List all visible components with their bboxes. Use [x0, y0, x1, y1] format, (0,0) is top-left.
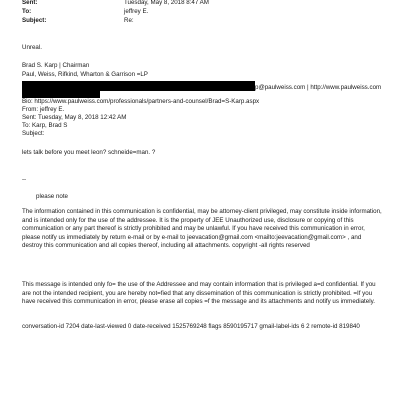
signature-bio: Bio: https://www.paulweiss.com/professionals/partners-and-counsel/Brad=S-Karp.aspx	[22, 98, 260, 105]
disclaimer-jee: The information contained in this communication is confidential, may be attorney-client privileged, may constitute inside information, and is intended only for the use of the addressee. It is the property of JEE Unauthorized use, disclosure or copying of this communication or any part thereof is strictly prohibited and may be unlawful. If you have received this communication in error, please notify us immediately by return e-mail or by e-mail to jeevacation@gmail.com <mailto:jeevacation@gmail.com> , and destroy this communication and all copies thereof, including all attachments. copyright -all rights reserved	[22, 208, 382, 250]
quoted-separator: --	[22, 176, 27, 183]
disclaimer-addressee: This message is intended only fo= the use of the Addressee and may contain information that is privileged a=d confidential. If you are not the intended recipient, you are hereby not=fied that any dissemination of this communication is strictly prohibited. =If you have received this communication in error, please erase all copies =f the message and its attachments and notify us immediately.	[22, 281, 376, 306]
to-value: jeffrey E.	[124, 8, 149, 15]
quoted-subject: Subject:	[22, 130, 45, 137]
quoted-to: To: Karp, Brad S	[22, 122, 68, 129]
subject-label: Subject:	[22, 17, 47, 24]
message-metadata: conversation-id 7204 date-last-viewed 0 date-received 1525769248 flags 8590195717 gmail-label-ids 6 2 remote-id 819840	[22, 323, 360, 330]
redaction-bar-2	[22, 91, 100, 98]
signature-firm: Paul, Weiss, Rifkind, Wharton & Garrison =LP	[22, 71, 148, 78]
signature-email: p@paulweiss.com | http://www.paulweiss.com	[255, 84, 382, 91]
to-label: To:	[22, 8, 32, 15]
signature-name: Brad S. Karp | Chairman	[22, 62, 90, 69]
subject-value: Re:	[124, 17, 134, 24]
sent-value: Tuesday, May 8, 2018 8:47 AM	[124, 0, 209, 6]
reply-body: Unreal.	[22, 44, 42, 51]
redaction-bar	[22, 81, 255, 91]
quoted-note: please note	[36, 193, 68, 200]
header-sent-row	[22, 0, 209, 6]
quoted-body: lets talk before you meet leon? schneide=man. ?	[22, 149, 156, 156]
header-subject-row	[22, 17, 134, 24]
sent-label: Sent:	[22, 0, 38, 6]
quoted-from: From: jeffrey E.	[22, 106, 65, 113]
quoted-sent: Sent: Tuesday, May 8, 2018 12:42 AM	[22, 114, 127, 121]
header-to-row	[22, 8, 148, 15]
